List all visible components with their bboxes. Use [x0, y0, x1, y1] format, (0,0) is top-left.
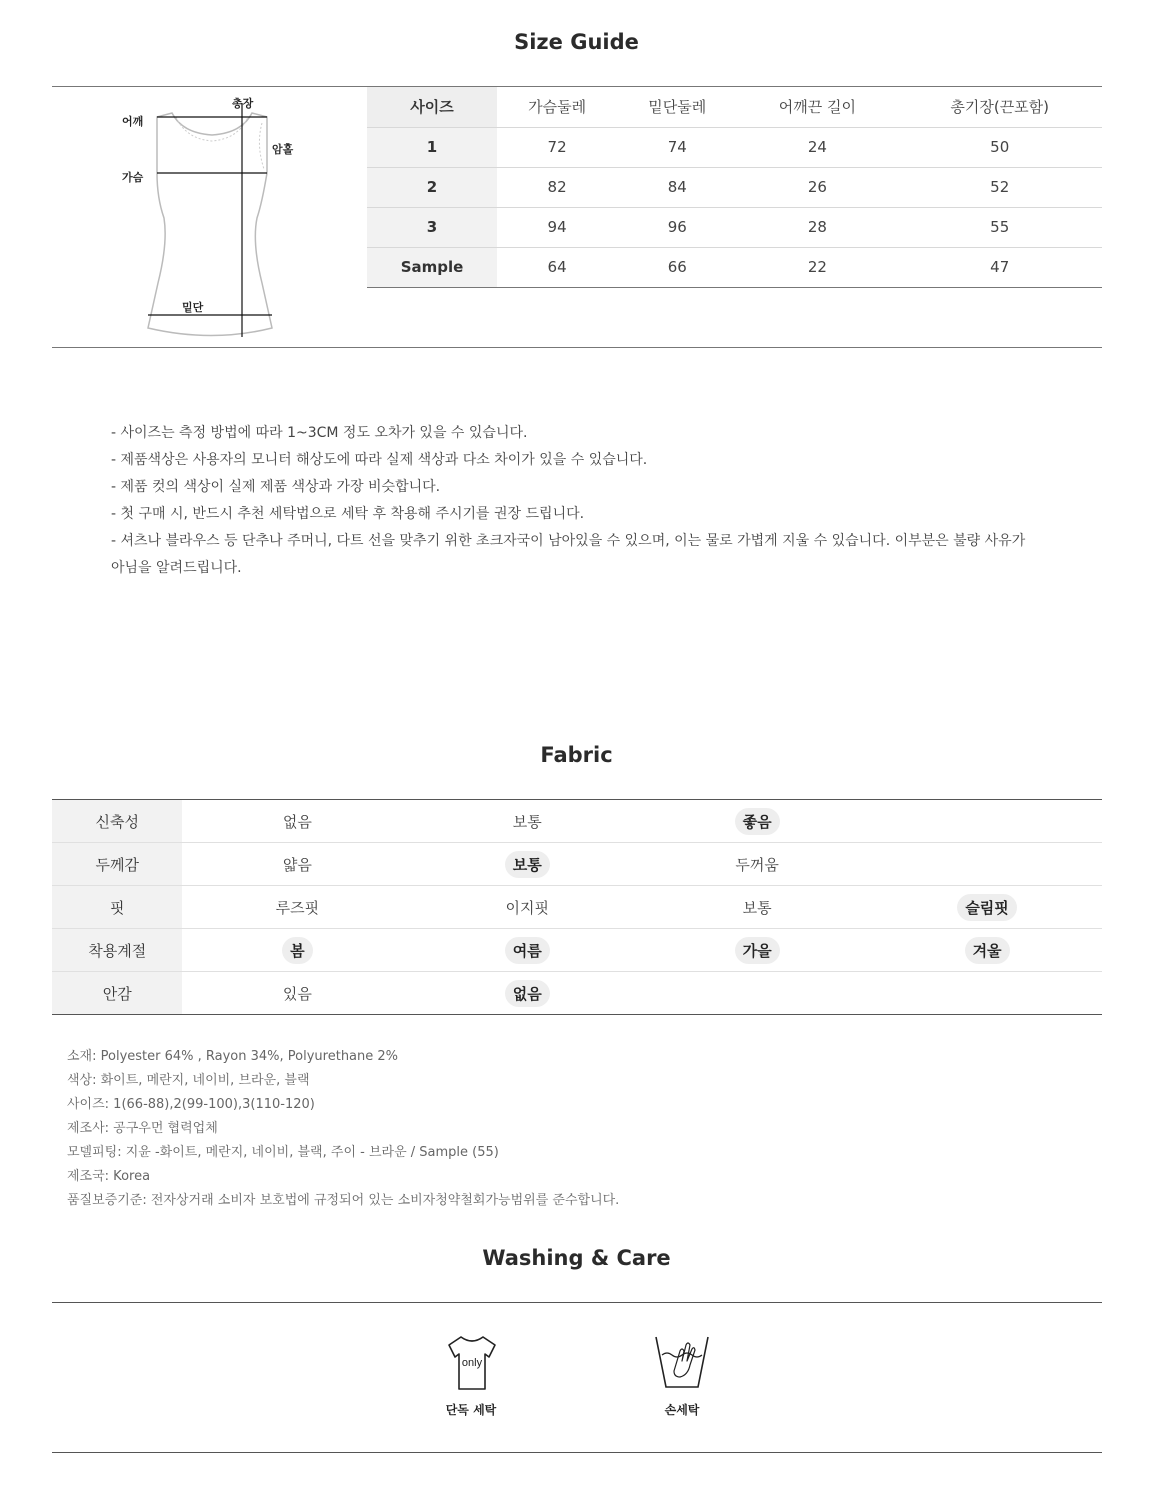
fabric-option-cell — [642, 972, 872, 1015]
fabric-row — [52, 886, 1102, 929]
info-country: 제조국: Korea — [67, 1169, 151, 1184]
hand-wash-icon — [652, 1331, 712, 1393]
size-cell: 1 — [367, 127, 497, 167]
fabric-option-cell — [872, 886, 1102, 929]
fabric-row — [52, 800, 1102, 843]
size-cell: 84 — [617, 167, 737, 207]
size-cell: 72 — [497, 127, 617, 167]
table-row — [367, 247, 1102, 287]
fabric-row — [52, 843, 1102, 886]
diagram-label-shoulder: 어깨 — [122, 115, 144, 128]
note-line: - 첫 구매 시, 반드시 추천 세탁법으로 세탁 후 착용해 주시기를 권장 드립니다. — [111, 506, 585, 522]
fabric-option: 루즈핏 — [275, 898, 320, 917]
diagram-label-hem: 밑단 — [182, 301, 204, 314]
fabric-option-cell — [642, 929, 872, 972]
fabric-option-cell — [182, 843, 412, 886]
fabric-option: 이지핏 — [505, 898, 550, 917]
fabric-option: 얇음 — [282, 855, 312, 874]
shirt-only-text: only — [461, 1357, 483, 1369]
size-guide-section — [52, 86, 1102, 348]
fabric-option: 보통 — [742, 898, 772, 917]
note-line: - 제품색상은 사용자의 모니터 해상도에 따라 실제 색상과 다소 차이가 있을 수 있습니다. — [111, 452, 648, 468]
fabric-option-selected: 좋음 — [735, 808, 780, 835]
dress-outline-icon — [112, 93, 312, 343]
size-cell: 50 — [897, 127, 1102, 167]
diagram-label-armhole: 암홀 — [272, 143, 294, 156]
fabric-option-selected: 슬림핏 — [957, 894, 1016, 921]
note-line: 아님을 알려드립니다. — [111, 560, 242, 576]
note-line: - 셔츠나 블라우스 등 단추나 주머니, 다트 선을 맞추기 위한 초크자국이 남아있을 수 있으며, 이는 물로 가볍게 지울 수 있습니다. 이부분은 불량 사유가 — [111, 533, 1026, 549]
fabric-option-cell — [872, 929, 1102, 972]
product-info — [67, 1045, 619, 1213]
table-row — [367, 127, 1102, 167]
fabric-option-cell — [182, 800, 412, 843]
fabric-option-cell — [412, 886, 642, 929]
size-header-chest: 가슴둘레 — [497, 87, 617, 127]
size-cell: 55 — [897, 207, 1102, 247]
fabric-option-selected: 없음 — [505, 980, 550, 1007]
fabric-option-cell — [872, 843, 1102, 886]
info-model-fitting: 모델피팅: 지윤 -화이트, 메란지, 네이비, 블랙, 주이 - 브라운 / Sample (55) — [67, 1145, 499, 1160]
size-cell: 66 — [617, 247, 737, 287]
note-line: - 사이즈는 측정 방법에 따라 1~3CM 정도 오차가 있을 수 있습니다. — [111, 425, 528, 441]
fabric-option-cell — [412, 800, 642, 843]
info-manufacturer: 제조사: 공구우먼 협력업체 — [67, 1121, 218, 1136]
size-cell: 26 — [737, 167, 897, 207]
fabric-option: 보통 — [512, 812, 542, 831]
diagram-label-total-length: 총장 — [232, 97, 254, 110]
fabric-row — [52, 929, 1102, 972]
size-cell: 74 — [617, 127, 737, 167]
fabric-option: 있음 — [282, 984, 312, 1003]
wash-label-hand: 손세탁 — [664, 1403, 700, 1417]
size-guide-title: Size Guide — [514, 30, 639, 54]
wash-label-single: 단독 세탁 — [445, 1403, 497, 1417]
fabric-title: Fabric — [540, 743, 613, 767]
fabric-option-cell — [182, 929, 412, 972]
fabric-option-cell — [182, 972, 412, 1015]
info-material: 소재: Polyester 64% , Rayon 34%, Polyurethane 2% — [67, 1049, 399, 1064]
size-cell: 64 — [497, 247, 617, 287]
size-header-size: 사이즈 — [367, 87, 497, 127]
size-header-strap: 어깨끈 길이 — [737, 87, 897, 127]
size-cell: 3 — [367, 207, 497, 247]
fabric-row-label: 핏 — [52, 886, 182, 929]
fabric-row — [52, 972, 1102, 1015]
fabric-option-cell — [642, 886, 872, 929]
fabric-option-cell — [412, 843, 642, 886]
table-row — [367, 207, 1102, 247]
washing-title: Washing & Care — [482, 1246, 671, 1270]
fabric-option-cell — [412, 929, 642, 972]
size-cell: 47 — [897, 247, 1102, 287]
size-cell: 28 — [737, 207, 897, 247]
fabric-option-selected: 여름 — [505, 937, 550, 964]
fabric-option-selected: 가을 — [735, 937, 780, 964]
note-line: - 제품 컷의 색상이 실제 제품 색상과 가장 비슷합니다. — [111, 479, 441, 495]
fabric-option: 없음 — [282, 812, 312, 831]
size-cell: 94 — [497, 207, 617, 247]
size-notes — [111, 420, 1051, 582]
fabric-option-cell — [872, 800, 1102, 843]
size-cell: 52 — [897, 167, 1102, 207]
size-header-hem: 밑단둘레 — [617, 87, 737, 127]
fabric-row-label: 두께감 — [52, 843, 182, 886]
fabric-option-selected: 봄 — [282, 937, 313, 964]
fabric-table — [52, 799, 1102, 1015]
size-cell: 2 — [367, 167, 497, 207]
size-cell: 82 — [497, 167, 617, 207]
wash-item-hand — [642, 1331, 722, 1418]
fabric-option: 두꺼움 — [735, 855, 779, 874]
fabric-option-cell — [642, 843, 872, 886]
fabric-option-cell — [182, 886, 412, 929]
fabric-row-label: 착용계절 — [52, 929, 182, 972]
size-cell: 24 — [737, 127, 897, 167]
shirt-only-icon — [441, 1331, 501, 1393]
table-row — [367, 167, 1102, 207]
wash-item-single — [431, 1331, 511, 1418]
size-cell: 22 — [737, 247, 897, 287]
size-cell: Sample — [367, 247, 497, 287]
info-sizes: 사이즈: 1(66-88),2(99-100),3(110-120) — [67, 1097, 315, 1112]
washing-section — [52, 1302, 1102, 1453]
info-quality: 품질보증기준: 전자상거래 소비자 보호법에 규정되어 있는 소비자청약철회가능범위를 준수합니다. — [67, 1193, 620, 1208]
size-table-header-row — [367, 87, 1102, 127]
info-colors: 색상: 화이트, 메란지, 네이비, 브라운, 블랙 — [67, 1073, 310, 1088]
fabric-option-cell — [412, 972, 642, 1015]
size-header-length: 총기장(끈포함) — [897, 87, 1102, 127]
fabric-option-cell — [872, 972, 1102, 1015]
garment-diagram — [112, 93, 312, 343]
fabric-option-selected: 겨울 — [965, 937, 1010, 964]
diagram-label-chest: 가슴 — [122, 171, 144, 184]
fabric-option-cell — [642, 800, 872, 843]
fabric-row-label: 신축성 — [52, 800, 182, 843]
fabric-row-label: 안감 — [52, 972, 182, 1015]
size-table — [367, 87, 1102, 288]
fabric-option-selected: 보통 — [505, 851, 550, 878]
size-cell: 96 — [617, 207, 737, 247]
